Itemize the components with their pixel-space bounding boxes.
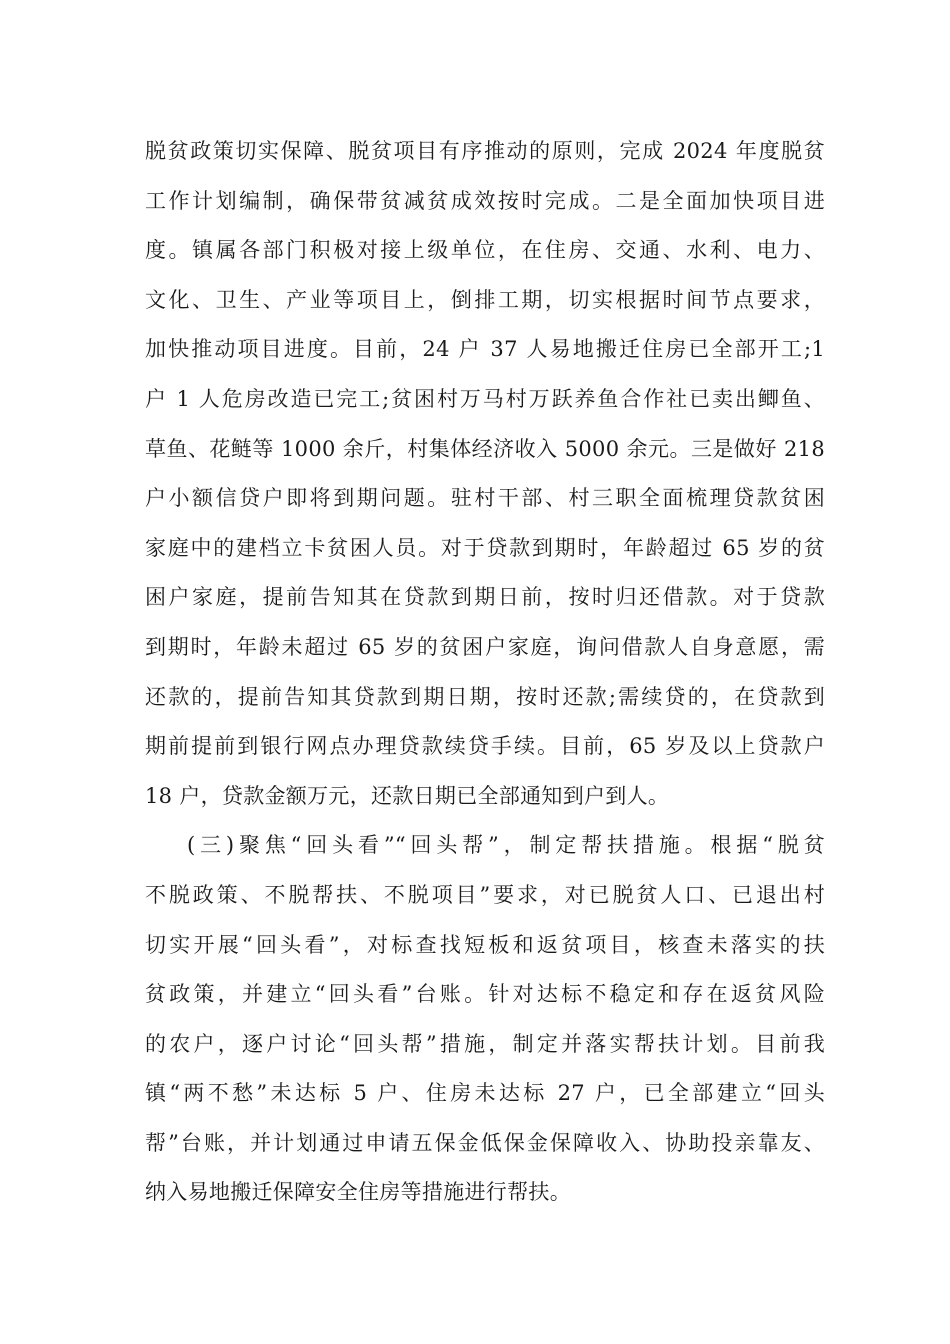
paragraph-line: 脱贫政策切实保障、脱贫项目有序推动的原则，完成 2024 年度脱贫: [145, 139, 825, 163]
paragraph-line: 还款的，提前告知其贷款到期日期，按时还款;需续贷的，在贷款到: [145, 684, 825, 709]
paragraph-line: 户 1 人危房改造已完工;贫困村万马村万跃养鱼合作社已卖出鲫鱼、: [145, 386, 825, 411]
paragraph-line: 不脱政策、不脱帮扶、不脱项目”要求，对已脱贫人口、已退出村: [145, 882, 825, 907]
paragraph-line: 文化、卫生、产业等项目上，倒排工期，切实根据时间节点要求，: [145, 287, 825, 312]
paragraph-line: 18 户，贷款金额万元，还款日期已全部通知到户到人。: [145, 783, 670, 808]
paragraph-line: 工作计划编制，确保带贫减贫成效按时完成。二是全面加快项目进: [145, 188, 825, 213]
paragraph-line: 镇“两不愁”未达标 5 户、住房未达标 27 户，已全部建立“回头: [145, 1081, 825, 1106]
paragraph-line: 切实开展“回头看”，对标查找短板和返贫项目，核查未落实的扶: [145, 932, 825, 957]
paragraph-line: 的农户，逐户讨论“回头帮”措施，制定并落实帮扶计划。目前我: [145, 1031, 825, 1056]
paragraph-line: 帮”台账，并计划通过申请五保金低保金保障收入、协助投亲靠友、: [145, 1130, 825, 1155]
paragraph-line: 贫政策，并建立“回头看”台账。针对达标不稳定和存在返贫风险: [145, 982, 825, 1007]
paragraph-line: 草鱼、花鲢等 1000 余斤，村集体经济收入 5000 余元。三是做好 218: [145, 436, 825, 461]
paragraph-heading-line: (三)聚焦“回头看”“回头帮”，制定帮扶措施。根据“脱贫: [187, 833, 825, 858]
paragraph-line: 困户家庭，提前告知其在贷款到期日前，按时归还借款。对于贷款: [145, 585, 825, 610]
paragraph-line: 到期时，年龄未超过 65 岁的贫困户家庭，询问借款人自身意愿，需: [145, 634, 825, 659]
paragraph-1: [145, 127, 825, 821]
paragraph-line: 期前提前到银行网点办理贷款续贷手续。目前，65 岁及以上贷款户: [145, 734, 825, 759]
document-body: [145, 127, 825, 1218]
paragraph-2: [145, 821, 825, 1218]
paragraph-line: 家庭中的建档立卡贫困人员。对于贷款到期时，年龄超过 65 岁的贫: [145, 535, 825, 560]
paragraph-line: 加快推动项目进度。目前，24 户 37 人易地搬迁住房已全部开工;1: [145, 337, 825, 362]
paragraph-line: 户小额信贷户即将到期问题。驻村干部、村三职全面梳理贷款贫困: [145, 486, 825, 511]
paragraph-line: 纳入易地搬迁保障安全住房等措施进行帮扶。: [145, 1180, 571, 1205]
paragraph-line: 度。镇属各部门积极对接上级单位，在住房、交通、水利、电力、: [145, 238, 825, 263]
